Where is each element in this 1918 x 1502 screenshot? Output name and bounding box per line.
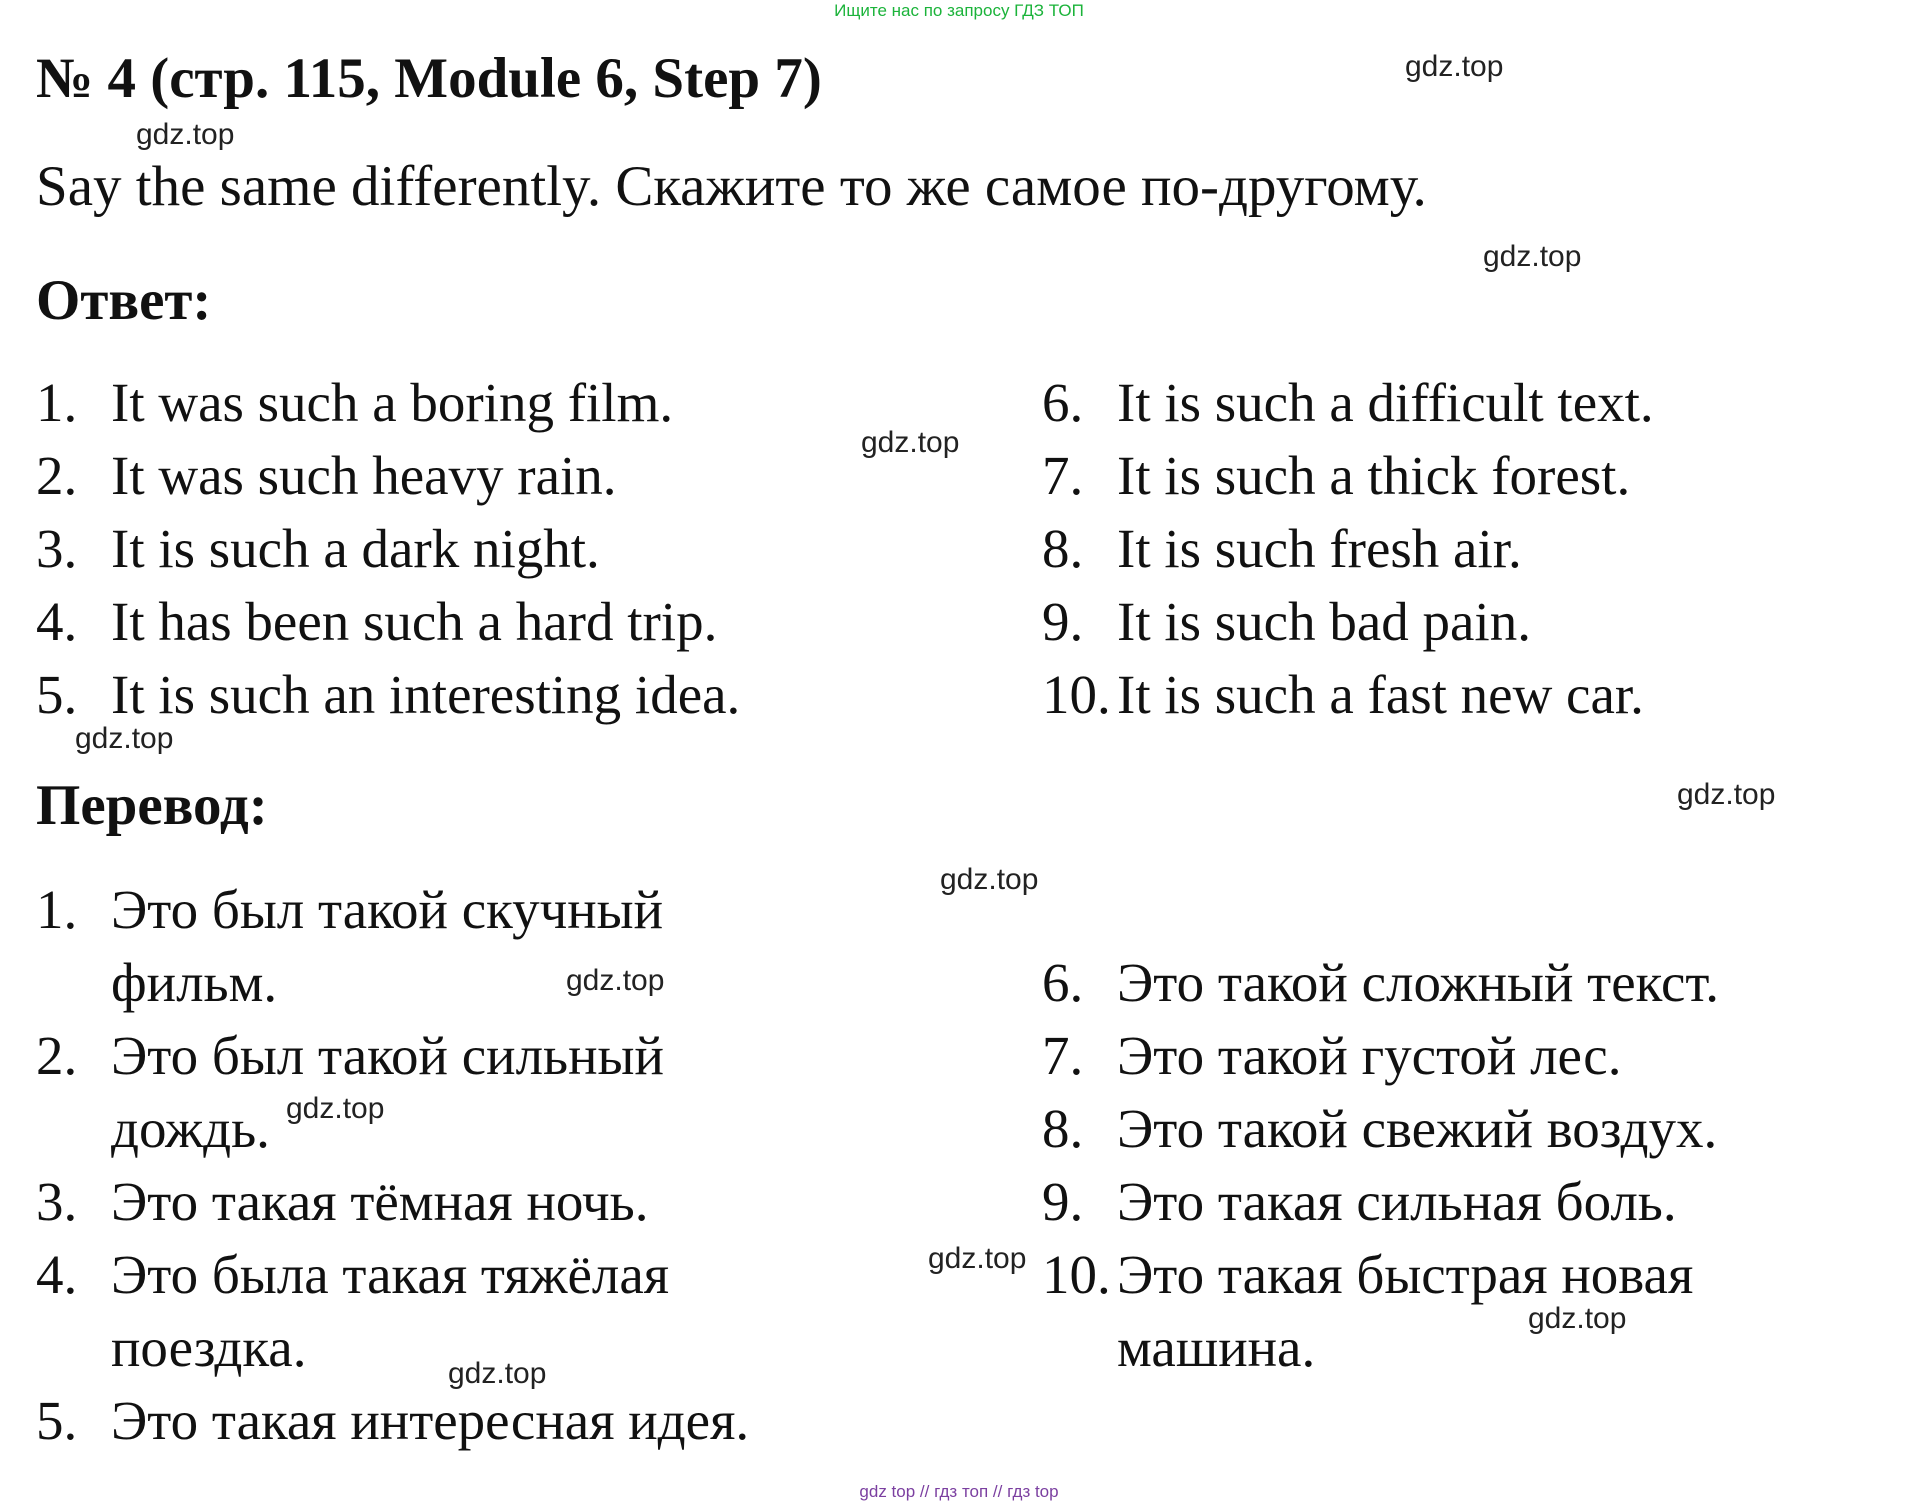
translation-text: Это был такой сильный дождь. — [111, 1025, 664, 1159]
translation-text: Это был такой скучный фильм. — [111, 879, 664, 1013]
task-instruction: Say the same differently. Скажите то же самое по-другому. — [36, 155, 1427, 218]
answer-text: It is such a thick forest. — [1117, 445, 1631, 506]
translations-right-list — [1042, 873, 1802, 1384]
translation-text: Это была такая тяжёлая поездка. — [111, 1244, 670, 1378]
translation-text: Это такая сильная боль. — [1117, 1171, 1677, 1232]
translations-left-list — [36, 873, 756, 1457]
answer-text: It is such a fast new car. — [1117, 664, 1644, 725]
list-item — [1042, 1238, 1802, 1384]
item-number: 5. — [36, 664, 78, 725]
list-item — [1042, 1019, 1802, 1092]
item-number: 9. — [1042, 591, 1084, 652]
item-number: 6. — [1042, 952, 1084, 1013]
list-item — [1042, 366, 1902, 439]
answer-text: It is such fresh air. — [1117, 518, 1522, 579]
translation-text: Это такая быстрая новая машина. — [1117, 1244, 1694, 1378]
translation-text: Это такая интересная идея. — [111, 1390, 750, 1451]
list-item — [36, 1238, 756, 1384]
list-item — [36, 512, 936, 585]
list-spacer — [1042, 873, 1802, 946]
answer-text: It was such heavy rain. — [111, 445, 617, 506]
list-item — [36, 658, 936, 731]
item-number: 8. — [1042, 1098, 1084, 1159]
item-number: 3. — [36, 518, 78, 579]
list-item — [1042, 1165, 1802, 1238]
item-number: 1. — [36, 879, 78, 940]
top-banner[interactable]: Ищите нас по запросу ГДЗ ТОП — [834, 1, 1084, 20]
page-title: № 4 (стр. 115, Module 6, Step 7) — [36, 47, 822, 110]
translation-text: Это такой густой лес. — [1117, 1025, 1622, 1086]
list-item — [1042, 1092, 1802, 1165]
item-number: 7. — [1042, 445, 1084, 506]
watermark: gdz.top — [1405, 50, 1504, 83]
item-number: 8. — [1042, 518, 1084, 579]
item-number: 10. — [1042, 1244, 1111, 1305]
item-number: 5. — [36, 1390, 78, 1451]
watermark: gdz.top — [136, 118, 235, 151]
item-number: 2. — [36, 445, 78, 506]
answer-text: It is such bad pain. — [1117, 591, 1531, 652]
item-number: 3. — [36, 1171, 78, 1232]
translation-text: Это такой свежий воздух. — [1117, 1098, 1718, 1159]
item-number: 4. — [36, 591, 78, 652]
answers-right-list — [1042, 366, 1902, 731]
list-item — [1042, 658, 1902, 731]
list-item — [36, 1165, 756, 1238]
item-number: 7. — [1042, 1025, 1084, 1086]
item-number: 10. — [1042, 664, 1111, 725]
watermark: gdz.top — [448, 1357, 547, 1390]
list-item — [36, 439, 936, 512]
list-item — [1042, 585, 1902, 658]
watermark: gdz.top — [928, 1242, 1027, 1275]
watermark: gdz.top — [75, 722, 174, 755]
watermark: gdz.top — [861, 426, 960, 459]
item-number: 6. — [1042, 372, 1084, 433]
watermark: gdz.top — [1483, 240, 1582, 273]
translation-heading: Перевод: — [36, 774, 268, 837]
footer-watermark: gdz top // гдз топ // гдз top — [859, 1482, 1059, 1501]
translation-text: Это такая тёмная ночь. — [111, 1171, 649, 1232]
item-number: 1. — [36, 372, 78, 433]
watermark: gdz.top — [286, 1092, 385, 1125]
answer-text: It is such a difficult text. — [1117, 372, 1654, 433]
watermark: gdz.top — [940, 863, 1039, 896]
answer-text: It was such a boring film. — [111, 372, 674, 433]
answer-text: It is such a dark night. — [111, 518, 600, 579]
answer-heading: Ответ: — [36, 269, 212, 332]
item-number: 2. — [36, 1025, 78, 1086]
list-item — [36, 585, 936, 658]
item-number: 9. — [1042, 1171, 1084, 1232]
list-item — [1042, 946, 1802, 1019]
list-item — [36, 366, 936, 439]
list-item — [36, 1019, 756, 1165]
watermark: gdz.top — [566, 964, 665, 997]
answer-text: It has been such a hard trip. — [111, 591, 718, 652]
watermark: gdz.top — [1677, 778, 1776, 811]
watermark: gdz.top — [1528, 1302, 1627, 1335]
list-item — [1042, 512, 1902, 585]
item-number: 4. — [36, 1244, 78, 1305]
answers-left-list — [36, 366, 936, 731]
translation-text: Это такой сложный текст. — [1117, 952, 1720, 1013]
list-item — [36, 1384, 756, 1457]
list-item — [1042, 439, 1902, 512]
answer-text: It is such an interesting idea. — [111, 664, 741, 725]
